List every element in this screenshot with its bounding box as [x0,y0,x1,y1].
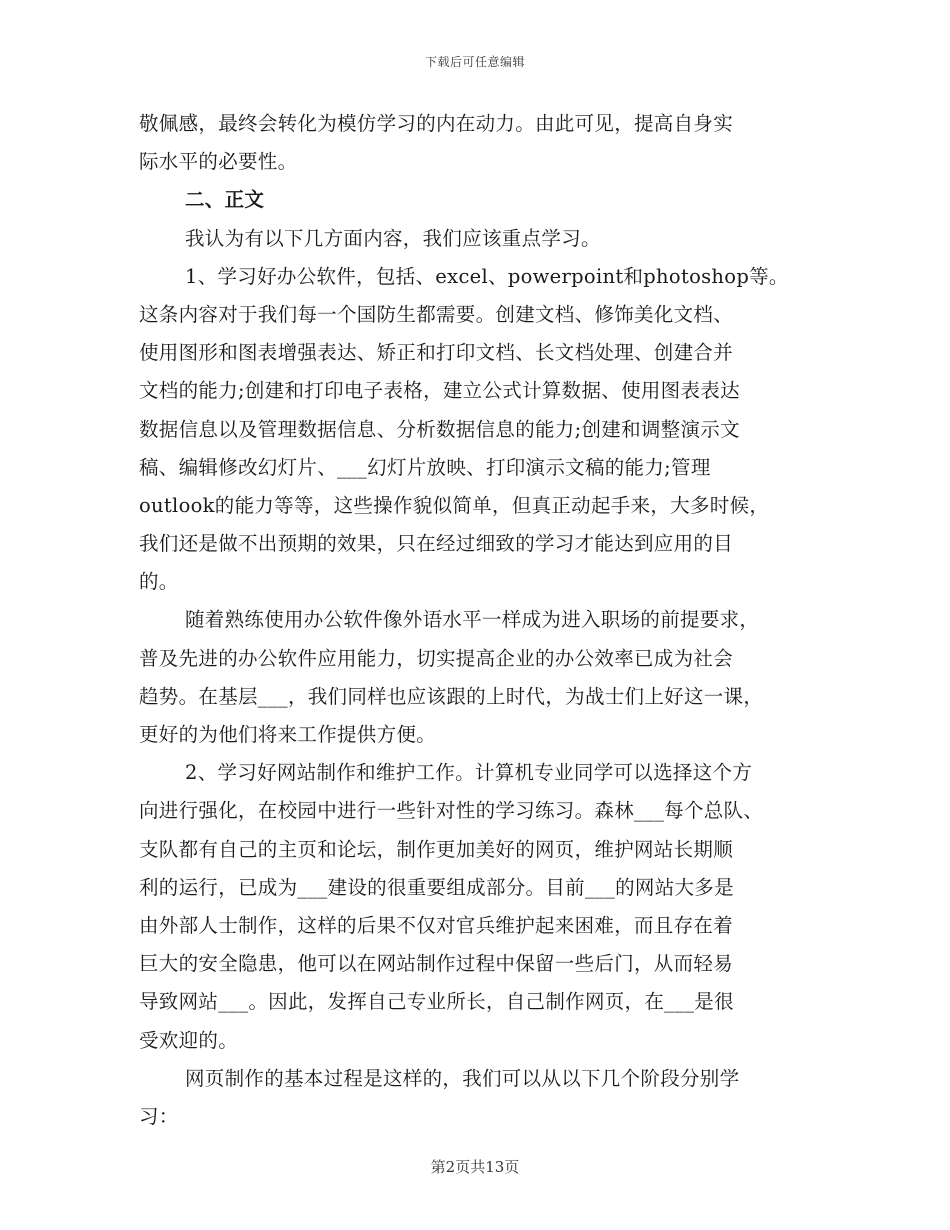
text-line: 文档的能力;创建和打印电子表格，建立公式计算数据、使用图表表达 [139,379,740,403]
text-line: 更好的为他们将来工作提供方便。 [139,723,437,746]
paragraph-start: 1、学习好办公软件，包括、excel、powerpoint和photoshop等。 [185,264,789,288]
paragraph-start: 2、学习好网站制作和维护工作。计算机专业同学可以选择这个方 [185,761,753,785]
text-line: 趋势。在基层___，我们同样也应该跟的上时代，为战士们上好这一课， [139,684,764,708]
text-line: 受欢迎的。 [139,1028,239,1052]
text-line: 向进行强化，在校园中进行一些针对性的学习练习。森林___每个总队、 [139,799,764,823]
page-header: 下载后可任意编辑 [424,55,525,69]
text-line: 数据信息以及管理数据信息、分析数据信息的能力;创建和调整演示文 [139,417,740,441]
text-line: 习： [139,1104,179,1128]
text-line: 巨大的安全隐患，他可以在网站制作过程中保留一些后门，从而轻易 [139,952,734,976]
text-line: 这条内容对于我们每一个国防生都需要。创建文档、修饰美化文档、 [139,302,734,326]
paragraph-start: 网页制作的基本过程是这样的，我们可以从以下几个阶段分别学 [185,1066,740,1090]
text-line: 的。 [139,570,179,594]
text-line: 由外部人士制作，这样的后果不仅对官兵维护起来困难，而且存在着 [139,913,734,937]
section-heading: 二、正文 [185,188,265,212]
text-line: 我们还是做不出预期的效果，只在经过细致的学习才能达到应用的目 [139,532,734,556]
text-line: outlook的能力等等，这些操作貌似简单，但真正动起手来，大多时候， [139,493,770,517]
text-line: 利的运行，已成为___建设的很重要组成部分。目前___的网站大多是 [139,875,734,899]
text-line: 际水平的必要性。 [139,150,298,174]
text-line: 导致网站___。因此，发挥自己专业所长，自己制作网页，在___是很 [139,990,734,1014]
text-line: 稿、编辑修改幻灯片、___幻灯片放映、打印演示文稿的能力;管理 [139,455,711,479]
page-footer: 第2页共13页 [430,1158,520,1176]
document-body [139,105,822,1136]
text-line: 普及先进的办公软件应用能力，切实提高企业的办公效率已成为社会 [139,646,734,670]
text-line: 支队都有自己的主页和论坛，制作更加美好的网页，维护网站长期顺 [139,837,734,861]
text-line: 敬佩感，最终会转化为模仿学习的内在动力。由此可见，提高自身实 [139,112,734,135]
paragraph-start: 随着熟练使用办公软件像外语水平一样成为进入职场的前提要求， [185,608,760,632]
text-line: 使用图形和图表增强表达、矫正和打印文档、长文档处理、创建合并 [139,341,734,365]
paragraph-start: 我认为有以下几方面内容，我们应该重点学习。 [185,226,601,250]
